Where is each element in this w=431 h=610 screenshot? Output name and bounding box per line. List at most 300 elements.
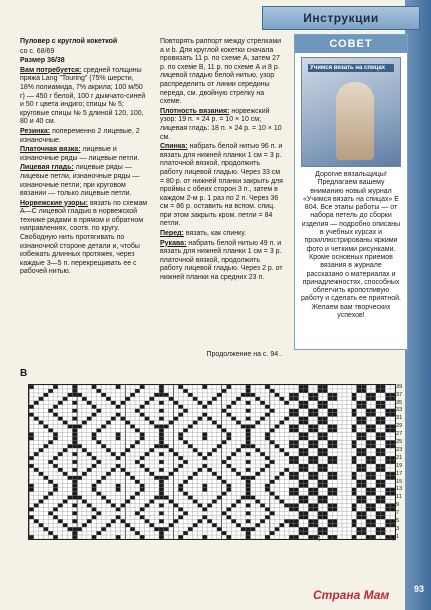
chart-cell (318, 432, 323, 436)
chart-cell (34, 519, 39, 523)
chart-cell (385, 460, 390, 464)
chart-cell (236, 523, 241, 527)
chart-cell (361, 468, 366, 472)
chart-cell (222, 428, 227, 432)
chart-cell (323, 401, 328, 405)
chart-cell (299, 464, 304, 468)
chart-cell (246, 417, 251, 421)
chart-cell (376, 468, 381, 472)
chart-cell (385, 409, 390, 413)
chart-cell (135, 428, 140, 432)
chart-cell (251, 393, 256, 397)
repeat-arrow-a: ↑ (316, 533, 322, 544)
chart-cell (217, 424, 222, 428)
chart-cell (34, 468, 39, 472)
chart-cell (361, 480, 366, 484)
chart-cell (125, 448, 130, 452)
chart-cell (270, 531, 275, 535)
chart-cell (159, 440, 164, 444)
advice-box (294, 34, 408, 350)
chart-cell (159, 385, 164, 389)
chart-cell (159, 460, 164, 464)
chart-row-number: 37 (396, 391, 403, 398)
chart-cell (29, 484, 34, 488)
chart-cell (361, 448, 366, 452)
chart-cell (82, 397, 87, 401)
chart-cell (43, 527, 48, 531)
chart-cell (308, 424, 313, 428)
chart-cell (183, 492, 188, 496)
chart-cell (299, 527, 304, 531)
chart-cell (371, 393, 376, 397)
chart-cell (371, 488, 376, 492)
chart-cell (58, 401, 63, 405)
chart-cell (140, 385, 145, 389)
chart-cell (178, 456, 183, 460)
chart-cell (270, 440, 275, 444)
chart-cell (188, 444, 193, 448)
chart-cell (140, 405, 145, 409)
chart-cell (376, 500, 381, 504)
chart-cell (140, 515, 145, 519)
chart-cell (366, 460, 371, 464)
chart-cell (361, 484, 366, 488)
chart-cell (58, 503, 63, 507)
chart-cell (48, 409, 53, 413)
chart-cell (381, 452, 386, 456)
chart-cell (332, 523, 337, 527)
chart-cell (207, 468, 212, 472)
chart-cell (318, 405, 323, 409)
chart-cell (304, 527, 309, 531)
chart-cell (328, 460, 333, 464)
chart-cell (154, 393, 159, 397)
chart-cell (193, 500, 198, 504)
chart-cell (130, 496, 135, 500)
chart-cell (323, 496, 328, 500)
chart-cell (159, 531, 164, 535)
chart-cell (34, 401, 39, 405)
chart-cell (366, 444, 371, 448)
chart-cell (149, 523, 154, 527)
chart-cell (332, 440, 337, 444)
chart-cell (169, 523, 174, 527)
chart-cell (159, 476, 164, 480)
chart-cell (188, 476, 193, 480)
chart-cell (183, 409, 188, 413)
chart-cell (43, 444, 48, 448)
chart-cell (352, 393, 357, 397)
chart-cell (116, 385, 121, 389)
repeat-arrow-b: ↑ (390, 533, 396, 544)
chart-cell (328, 476, 333, 480)
chart-cell (352, 409, 357, 413)
chart-cell (275, 444, 280, 448)
chart-cell (332, 397, 337, 401)
chart-cell (154, 496, 159, 500)
chart-cell (381, 436, 386, 440)
chart-cell (265, 507, 270, 511)
chart-cell (289, 428, 294, 432)
chart-cell (222, 460, 227, 464)
chart-cell (173, 519, 178, 523)
chart-cell (289, 519, 294, 523)
chart-cell (381, 448, 386, 452)
chart-cell (159, 424, 164, 428)
chart-cell (289, 507, 294, 511)
chart-cell (111, 401, 116, 405)
chart-cell (376, 531, 381, 535)
chart-cell (72, 460, 77, 464)
chart-cell (299, 401, 304, 405)
chart-cell (202, 535, 207, 539)
chart-cell (299, 432, 304, 436)
chart-cell (226, 515, 231, 519)
chart-cell (159, 468, 164, 472)
chart-cell (323, 531, 328, 535)
chart-cell (159, 401, 164, 405)
chart-cell (68, 444, 73, 448)
chart-cell (29, 436, 34, 440)
chart-cell (72, 488, 77, 492)
stockinette-label: Лицевая гладь: (20, 164, 74, 172)
chart-cell (385, 393, 390, 397)
chart-cell (68, 476, 73, 480)
chart-cell (328, 492, 333, 496)
chart-cell (361, 527, 366, 531)
chart-cell (207, 401, 212, 405)
chart-cell (328, 413, 333, 417)
chart-cell (304, 464, 309, 468)
chart-cell (246, 428, 251, 432)
chart-cell (72, 503, 77, 507)
chart-cell (145, 417, 150, 421)
chart-cell (96, 440, 101, 444)
chart-cell (366, 413, 371, 417)
chart-cell (255, 472, 260, 476)
chart-cell (299, 500, 304, 504)
chart-cell (356, 405, 361, 409)
chart-cell (106, 523, 111, 527)
chart-cell (352, 440, 357, 444)
chart-cell (270, 492, 275, 496)
chart-cell (53, 405, 58, 409)
chart-cell (72, 535, 77, 539)
chart-cell (246, 401, 251, 405)
chart-cell (381, 432, 386, 436)
chart-cell (385, 476, 390, 480)
chart-cell (106, 472, 111, 476)
chart-cell (193, 472, 198, 476)
chart-cell (82, 421, 87, 425)
chart-cell (149, 397, 154, 401)
chart-cell (294, 409, 299, 413)
chart-cell (356, 464, 361, 468)
chart-cell (356, 484, 361, 488)
chart-cell (381, 484, 386, 488)
chart-cell (202, 507, 207, 511)
chart-cell (328, 440, 333, 444)
chart-cell (265, 413, 270, 417)
chart-cell (29, 432, 34, 436)
chart-cell (366, 440, 371, 444)
chart-cell (145, 519, 150, 523)
chart-cell (308, 456, 313, 460)
chart-cell (48, 511, 53, 515)
chart-cell (106, 397, 111, 401)
chart-cell (352, 519, 357, 523)
chart-cell (101, 424, 106, 428)
chart-cell (323, 417, 328, 421)
chart-cell (222, 389, 227, 393)
chart-cell (96, 389, 101, 393)
chart-cell (279, 448, 284, 452)
chart-cell (92, 413, 97, 417)
chart-cell (318, 436, 323, 440)
chart-cell (68, 393, 73, 397)
chart-cell (376, 436, 381, 440)
chart-cell (385, 492, 390, 496)
chart-cell (159, 409, 164, 413)
chart-cell (289, 393, 294, 397)
chart-cell (188, 393, 193, 397)
chart-cell (328, 397, 333, 401)
chart-cell (202, 436, 207, 440)
chart-row-number: 5 (396, 518, 400, 525)
chart-cell (308, 472, 313, 476)
chart-cell (294, 523, 299, 527)
chart-cell (352, 460, 357, 464)
chart-cell (304, 500, 309, 504)
chart-cell (308, 476, 313, 480)
chart-cell (246, 476, 251, 480)
chart-cell (371, 409, 376, 413)
chart-cell (178, 484, 183, 488)
chart-cell (159, 480, 164, 484)
chart-cell (294, 492, 299, 496)
chart-cell (260, 503, 265, 507)
chart-cell (173, 401, 178, 405)
chart-cell (376, 405, 381, 409)
chart-cell (77, 476, 82, 480)
chart-cell (169, 472, 174, 476)
chart-cell (323, 421, 328, 425)
chart-cell (299, 515, 304, 519)
chart-cell (390, 488, 395, 492)
chart-cell (371, 476, 376, 480)
chart-cell (164, 496, 169, 500)
chart-cell (193, 448, 198, 452)
chart-cell (304, 421, 309, 425)
page-edge-band (405, 0, 431, 610)
chart-cell (299, 511, 304, 515)
chart-cell (96, 511, 101, 515)
chart-cell (361, 464, 366, 468)
chart-cell (366, 409, 371, 413)
chart-cell (356, 401, 361, 405)
chart-cell (72, 519, 77, 523)
chart-cell (116, 456, 121, 460)
chart-cell (308, 492, 313, 496)
chart-cell (77, 496, 82, 500)
chart-cell (43, 393, 48, 397)
chart-cell (222, 511, 227, 515)
chart-cell (29, 413, 34, 417)
chart-cell (304, 436, 309, 440)
chart-cell (82, 500, 87, 504)
chart-cell (332, 507, 337, 511)
chart-cell (173, 417, 178, 421)
chart-cell (159, 417, 164, 421)
chart-cell (376, 385, 381, 389)
chart-cell (135, 460, 140, 464)
chart-cell (241, 444, 246, 448)
chart-cell (328, 424, 333, 428)
chart-cell (381, 531, 386, 535)
chart-cell (72, 484, 77, 488)
chart-cell (183, 460, 188, 464)
chart-cell (159, 432, 164, 436)
chart-cell (284, 452, 289, 456)
chart-cell (332, 424, 337, 428)
chart-cell (275, 527, 280, 531)
chart-cell (87, 519, 92, 523)
chart-cell (231, 503, 236, 507)
chart-cell (149, 472, 154, 476)
chart-cell (183, 440, 188, 444)
chart-cell (63, 421, 68, 425)
chart-cell (39, 523, 44, 527)
chart-cell (125, 397, 130, 401)
chart-cell (376, 527, 381, 531)
chart-cell (313, 413, 318, 417)
chart-cell (376, 484, 381, 488)
chart-cell (116, 507, 121, 511)
chart-cell (356, 496, 361, 500)
chart-cell (125, 472, 130, 476)
chart-cell (289, 409, 294, 413)
chart-cell (125, 523, 130, 527)
chart-cell (246, 393, 251, 397)
chart-cell (236, 472, 241, 476)
chart-cell (140, 432, 145, 436)
chart-cell (352, 444, 357, 448)
chart-cell (111, 417, 116, 421)
chart-cell (376, 421, 381, 425)
chart-cell (304, 448, 309, 452)
chart-cell (135, 389, 140, 393)
chart-cell (96, 492, 101, 496)
chart-cell (82, 472, 87, 476)
chart-cell (159, 535, 164, 539)
norwegian-text: вязать по схемам А—С лицевой гладью в норвежской технике рядами в прямом и обратном направлениях, соотв. по кругу. Свободную нить протягивать по изнаночной стороне детали и, чтобы избежать длинных протяжек, через каждые 3—5 п. перекрещивать ее с рабочей нитью. (20, 199, 148, 276)
rib-text: попеременно 2 лицевые, 2 изнаночные. (20, 127, 140, 144)
chart-cell (164, 424, 169, 428)
chart-cell (294, 444, 299, 448)
chart-cell (72, 511, 77, 515)
chart-cell (246, 389, 251, 393)
chart-cell (183, 480, 188, 484)
chart-cell (159, 389, 164, 393)
chart-row-number: 35 (396, 399, 403, 406)
chart-cell (294, 440, 299, 444)
chart-cell (145, 468, 150, 472)
chart-cell (48, 428, 53, 432)
chart-cell (116, 515, 121, 519)
sleeve-label: Рукава: (160, 239, 187, 247)
chart-cell (96, 531, 101, 535)
chart-cell (251, 444, 256, 448)
chart-cell (381, 401, 386, 405)
section-header (262, 6, 420, 30)
chart-cell (251, 424, 256, 428)
chart-cell (332, 413, 337, 417)
chart-cell (48, 440, 53, 444)
chart-cell (260, 519, 265, 523)
chart-cell (390, 444, 395, 448)
chart-cell (111, 468, 116, 472)
chart-cell (332, 503, 337, 507)
chart-cell (173, 468, 178, 472)
chart-cell (390, 397, 395, 401)
chart-cell (313, 444, 318, 448)
chart-cell (299, 385, 304, 389)
chart-cell (328, 472, 333, 476)
chart-cell (202, 484, 207, 488)
chart-cell (125, 500, 130, 504)
chart-cell (265, 535, 270, 539)
chart-cell (164, 444, 169, 448)
chart-cell (381, 464, 386, 468)
chart-cell (289, 440, 294, 444)
chart-cell (111, 452, 116, 456)
chart-cell (101, 496, 106, 500)
chart-cell (294, 456, 299, 460)
chart-cell (361, 432, 366, 436)
chart-cell (231, 452, 236, 456)
chart-cell (352, 507, 357, 511)
chart-cell (390, 503, 395, 507)
chart-cell (284, 468, 289, 472)
chart-cell (121, 452, 126, 456)
chart-cell (43, 476, 48, 480)
chart-cell (275, 496, 280, 500)
chart-cell (178, 436, 183, 440)
chart-cell (63, 472, 68, 476)
chart-cell (169, 397, 174, 401)
chart-cell (313, 409, 318, 413)
chart-cell (356, 480, 361, 484)
chart-cell (323, 511, 328, 515)
chart-cell (255, 448, 260, 452)
chart-cell (385, 519, 390, 523)
chart-cell (289, 523, 294, 527)
chart-cell (376, 417, 381, 421)
chart-cell (352, 476, 357, 480)
chart-cell (178, 385, 183, 389)
chart-cell (140, 456, 145, 460)
chart-cell (116, 464, 121, 468)
chart-cell (236, 448, 241, 452)
chart-cell (149, 448, 154, 452)
chart-cell (231, 468, 236, 472)
chart-cell (29, 405, 34, 409)
chart-cell (173, 503, 178, 507)
chart-row-number: 1 (396, 533, 400, 540)
chart-row-number: 33 (396, 407, 403, 414)
chart-cell (72, 496, 77, 500)
chart-cell (381, 385, 386, 389)
